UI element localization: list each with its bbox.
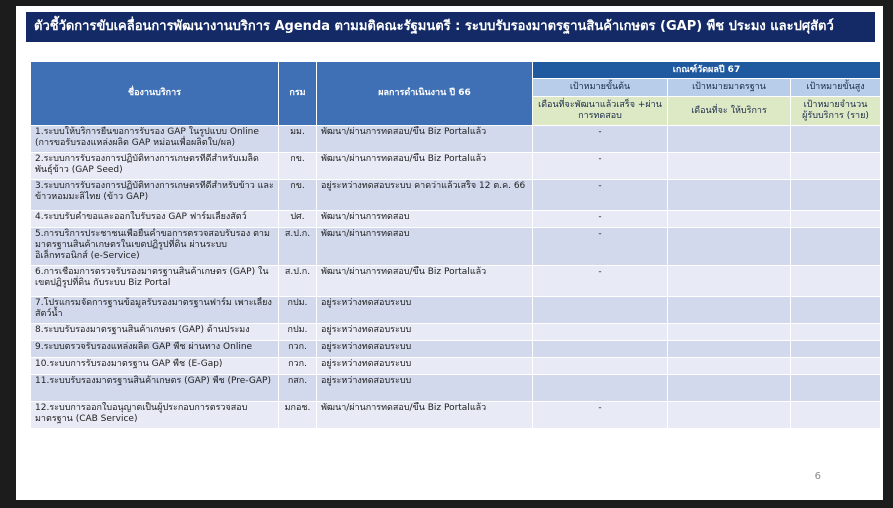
cell-target-basic	[533, 358, 668, 375]
cell-target-high	[791, 297, 881, 324]
cell-department: กสก.	[279, 375, 317, 402]
cell-target-standard	[668, 341, 791, 358]
cell-service-name: 6.การเชื่อมการตรวจรับรองมาตรฐานสินค้าเกษตร (GAP) ในเขตปฏิรูปที่ดิน กับระบบ Biz Portal	[31, 266, 279, 297]
cell-result-66: อยู่ระหว่างทดสอบระบบ คาดว่าแล้วเสร็จ 12 ต.ค. 66	[317, 180, 533, 211]
cell-target-standard	[668, 180, 791, 211]
cell-department: กปม.	[279, 324, 317, 341]
cell-service-name: 2.ระบบการรับรองการปฏิบัติทางการเกษตรที่ดีสำหรับเมล็ดพันธุ์ข้าว (GAP Seed)	[31, 153, 279, 180]
cell-department: กวก.	[279, 341, 317, 358]
cell-service-name: 3.ระบบการรับรองการปฏิบัติทางการเกษตรที่ดีสำหรับข้าว และข้าวหอมมะลิไทย (ข้าว GAP)	[31, 180, 279, 211]
cell-target-basic	[533, 341, 668, 358]
table-row	[31, 341, 881, 358]
header-criteria-67: เกณฑ์วัดผลปี 67	[533, 62, 881, 79]
cell-department: กข.	[279, 153, 317, 180]
cell-department: กข.	[279, 180, 317, 211]
cell-target-basic: -	[533, 153, 668, 180]
cell-target-standard	[668, 228, 791, 266]
cell-result-66: พัฒนา/ผ่านการทดสอบ	[317, 211, 533, 228]
cell-target-standard	[668, 324, 791, 341]
header-target-basic-desc: เดือนที่จะพัฒนาแล้วเสร็จ +ผ่านการทดสอบ	[533, 97, 668, 126]
cell-target-high	[791, 153, 881, 180]
cell-result-66: อยู่ระหว่างทดสอบระบบ	[317, 375, 533, 402]
cell-result-66: พัฒนา/ผ่านการทดสอบ	[317, 228, 533, 266]
header-service-name: ชื่องานบริการ	[31, 62, 279, 126]
cell-department: กวก.	[279, 358, 317, 375]
cell-target-basic: -	[533, 402, 668, 429]
cell-target-high	[791, 266, 881, 297]
table-row	[31, 211, 881, 228]
cell-service-name: 4.ระบบรับคำขอและออกใบรับรอง GAP ฟาร์มเลี้ยงสัตว์	[31, 211, 279, 228]
header-target-basic: เป้าหมายขั้นต้น	[533, 79, 668, 97]
cell-result-66: พัฒนา/ผ่านการทดสอบ/ขึ้น Biz Portalแล้ว	[317, 126, 533, 153]
cell-department: ปศ.	[279, 211, 317, 228]
cell-service-name: 9.ระบบตรวจรับรองแหล่งผลิต GAP พืช ผ่านทาง Online	[31, 341, 279, 358]
cell-target-basic: -	[533, 266, 668, 297]
slide-title: ตัวชี้วัดการขับเคลื่อนการพัฒนางานบริการ Agenda ตามมติคณะรัฐมนตรี : ระบบรับรองมาตรฐานสินค้าเกษตร (GAP) พืช ประมง และปศุสัตว์	[26, 12, 875, 42]
table-row	[31, 402, 881, 429]
table-row	[31, 266, 881, 297]
cell-target-basic: -	[533, 228, 668, 266]
cell-department: ส.ป.ก.	[279, 266, 317, 297]
cell-target-basic	[533, 375, 668, 402]
cell-service-name: 7.โปรแกรมจัดการฐานข้อมูลรับรองมาตรฐานฟาร์ม เพาะเลี้ยงสัตว์น้ำ	[31, 297, 279, 324]
table-row	[31, 228, 881, 266]
cell-result-66: พัฒนา/ผ่านการทดสอบ/ขึ้น Biz Portalแล้ว	[317, 402, 533, 429]
table-row	[31, 180, 881, 211]
table-row	[31, 358, 881, 375]
page-number: 6	[814, 471, 821, 482]
cell-service-name: 5.การบริการประชาชนเพื่อยื่นคำขอการตรวจสอบรับรอง ตามมาตรฐานสินค้าเกษตรในเขตปฏิรูปที่ดิน ผ่านระบบ อิเล็กทรอนิกส์ (e-Service)	[31, 228, 279, 266]
table-row	[31, 297, 881, 324]
cell-target-high	[791, 375, 881, 402]
cell-target-basic	[533, 324, 668, 341]
cell-target-standard	[668, 358, 791, 375]
cell-target-high	[791, 211, 881, 228]
cell-result-66: อยู่ระหว่างทดสอบระบบ	[317, 324, 533, 341]
cell-result-66: อยู่ระหว่างทดสอบระบบ	[317, 297, 533, 324]
cell-result-66: พัฒนา/ผ่านการทดสอบ/ขึ้น Biz Portalแล้ว	[317, 153, 533, 180]
cell-result-66: พัฒนา/ผ่านการทดสอบ/ขึ้น Biz Portalแล้ว	[317, 266, 533, 297]
cell-target-standard	[668, 153, 791, 180]
header-target-standard-desc: เดือนที่จะ ให้บริการ	[668, 97, 791, 126]
table-row	[31, 126, 881, 153]
table-row	[31, 324, 881, 341]
cell-service-name: 12.ระบบการออกใบอนุญาตเป็นผู้ประกอบการตรวจสอบ มาตรฐาน (CAB Service)	[31, 402, 279, 429]
table-row	[31, 153, 881, 180]
cell-result-66: อยู่ระหว่างทดสอบระบบ	[317, 358, 533, 375]
cell-target-standard	[668, 402, 791, 429]
cell-service-name: 11.ระบบรับรองมาตรฐานสินค้าเกษตร (GAP) พืช (Pre-GAP)	[31, 375, 279, 402]
cell-target-high	[791, 402, 881, 429]
table-row	[31, 375, 881, 402]
cell-target-high	[791, 228, 881, 266]
cell-service-name: 8.ระบบรับรองมาตรฐานสินค้าเกษตร (GAP) ด้านประมง	[31, 324, 279, 341]
cell-target-high	[791, 324, 881, 341]
header-result-66: ผลการดำเนินงาน ปี 66	[317, 62, 533, 126]
cell-target-standard	[668, 126, 791, 153]
cell-target-basic: -	[533, 211, 668, 228]
cell-department: กปม.	[279, 297, 317, 324]
cell-department: ส.ป.ก.	[279, 228, 317, 266]
cell-target-standard	[668, 375, 791, 402]
cell-service-name: 1.ระบบให้บริการยื่นขอการรับรอง GAP ในรูปแบบ Online (การขอรับรองแหล่งผลิต GAP หม่อนเพื่อผลิตใบ/ผล)	[31, 126, 279, 153]
cell-service-name: 10.ระบบการรับรองมาตรฐาน GAP พืช (E-Gap)	[31, 358, 279, 375]
cell-result-66: อยู่ระหว่างทดสอบระบบ	[317, 341, 533, 358]
cell-target-high	[791, 341, 881, 358]
cell-target-high	[791, 126, 881, 153]
header-department: กรม	[279, 62, 317, 126]
slide	[16, 6, 883, 500]
cell-target-basic: -	[533, 126, 668, 153]
table-body	[31, 126, 881, 429]
cell-target-standard	[668, 211, 791, 228]
cell-target-basic	[533, 297, 668, 324]
cell-target-standard	[668, 266, 791, 297]
cell-target-high	[791, 180, 881, 211]
header-target-high-desc: เป้าหมายจำนวน ผู้รับบริการ (ราย)	[791, 97, 881, 126]
cell-department: มม.	[279, 126, 317, 153]
cell-target-high	[791, 358, 881, 375]
cell-department: มกอช.	[279, 402, 317, 429]
cell-target-basic: -	[533, 180, 668, 211]
header-target-high: เป้าหมายขั้นสูง	[791, 79, 881, 97]
kpi-table	[30, 61, 881, 429]
header-target-standard: เป้าหมายมาตรฐาน	[668, 79, 791, 97]
cell-target-standard	[668, 297, 791, 324]
